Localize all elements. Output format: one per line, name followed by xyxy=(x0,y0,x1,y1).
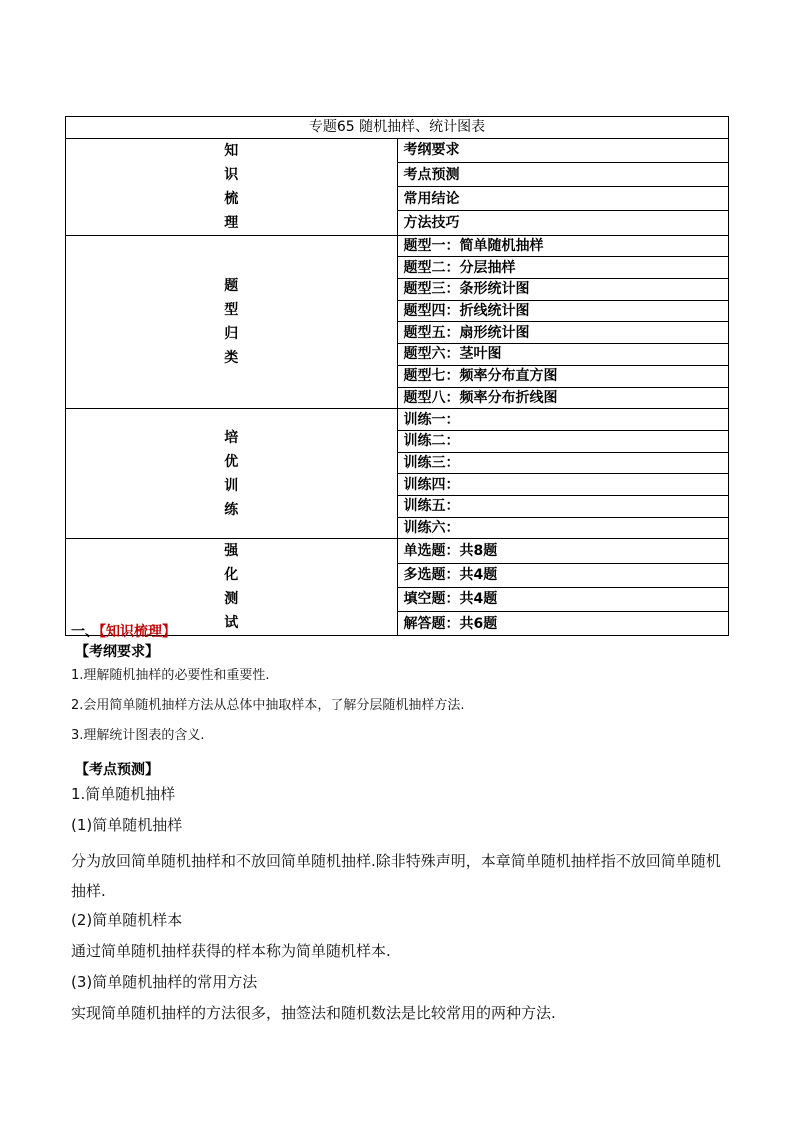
category-char: 测 xyxy=(224,591,239,608)
paragraph: 通过简单随机抽样获得的样本称为简单随机样本. xyxy=(71,942,391,960)
toc-item[interactable]: 题型二：分层抽样 xyxy=(397,257,729,279)
toc-item[interactable]: 训练五： xyxy=(397,495,729,517)
category-char: 训 xyxy=(224,477,239,494)
section-title: 【知识梳理】 xyxy=(99,624,176,640)
toc-item[interactable]: 题型一：简单随机抽样 xyxy=(397,235,729,257)
toc-item[interactable]: 题型七：频率分布直方图 xyxy=(397,365,729,387)
category-char: 优 xyxy=(224,453,239,470)
toc-item[interactable]: 训练四： xyxy=(397,474,729,496)
toc-item[interactable]: 训练二： xyxy=(397,430,729,452)
requirement-2: 2.会用简单随机抽样方法从总体中抽取样本，了解分层随机抽样方法. xyxy=(71,698,465,713)
toc-item[interactable]: 训练三： xyxy=(397,452,729,474)
document-body xyxy=(71,622,731,1023)
section-number: 一、 xyxy=(71,624,99,640)
category-char: 化 xyxy=(224,567,239,584)
toc-item[interactable]: 考点预测 xyxy=(397,162,729,186)
requirement-1: 1.理解随机抽样的必要性和重要性. xyxy=(71,668,270,683)
paragraph: 实现简单随机抽样的方法很多，抽签法和随机数法是比较常用的两种方法. xyxy=(71,1004,556,1022)
topic-heading: 1.简单随机抽样 xyxy=(71,785,176,803)
toc-item[interactable]: 多选题：共4题 xyxy=(397,563,729,587)
toc-table xyxy=(65,116,729,636)
subtopic-heading: (3)简单随机抽样的常用方法 xyxy=(71,973,258,991)
yuce-heading: 【考点预测】 xyxy=(75,762,159,778)
paragraph: 分为放回简单随机抽样和不放回简单随机抽样.除非特殊声明，本章简单随机抽样指不放回简单随机抽样. xyxy=(71,852,721,900)
category-char: 培 xyxy=(224,429,239,446)
toc-category-training xyxy=(66,409,398,539)
toc-item[interactable]: 解答题：共6题 xyxy=(397,612,729,636)
category-char: 梳 xyxy=(224,190,239,207)
toc-row xyxy=(66,235,729,257)
toc-item[interactable]: 填空题：共4题 xyxy=(397,587,729,611)
category-char: 知 xyxy=(224,142,239,159)
toc-item[interactable]: 题型八：频率分布折线图 xyxy=(397,387,729,409)
category-char: 试 xyxy=(224,615,239,632)
category-char: 识 xyxy=(224,166,239,183)
category-char: 类 xyxy=(224,349,239,366)
category-char: 归 xyxy=(224,325,239,342)
category-char: 型 xyxy=(224,301,239,318)
toc-item[interactable]: 题型五：扇形统计图 xyxy=(397,322,729,344)
toc-item[interactable]: 考纲要求 xyxy=(397,138,729,162)
category-char: 题 xyxy=(224,277,239,294)
toc-item[interactable]: 题型三：条形统计图 xyxy=(397,279,729,301)
toc-item[interactable]: 训练六： xyxy=(397,517,729,539)
toc-row xyxy=(66,138,729,162)
kaogang-heading: 【考纲要求】 xyxy=(75,644,159,660)
toc-item[interactable]: 单选题：共8题 xyxy=(397,539,729,563)
toc-title: 专题65 随机抽样、统计图表 xyxy=(66,117,729,139)
category-char: 练 xyxy=(224,501,239,518)
toc-item[interactable]: 训练一： xyxy=(397,409,729,431)
toc-item[interactable]: 题型六：茎叶图 xyxy=(397,344,729,366)
requirement-3: 3.理解统计图表的含义. xyxy=(71,728,205,743)
subtopic-heading: (1)简单随机抽样 xyxy=(71,816,183,834)
toc-row xyxy=(66,409,729,431)
section-heading xyxy=(71,622,731,642)
toc-item[interactable]: 常用结论 xyxy=(397,187,729,211)
category-char: 理 xyxy=(224,214,239,231)
toc-category-question-types xyxy=(66,235,398,409)
toc-title-row xyxy=(66,117,729,139)
toc-row xyxy=(66,539,729,563)
category-char: 强 xyxy=(224,543,239,560)
toc-item[interactable]: 方法技巧 xyxy=(397,211,729,235)
toc-item[interactable]: 题型四：折线统计图 xyxy=(397,300,729,322)
subtopic-heading: (2)简单随机样本 xyxy=(71,911,183,929)
toc-category-knowledge xyxy=(66,138,398,235)
